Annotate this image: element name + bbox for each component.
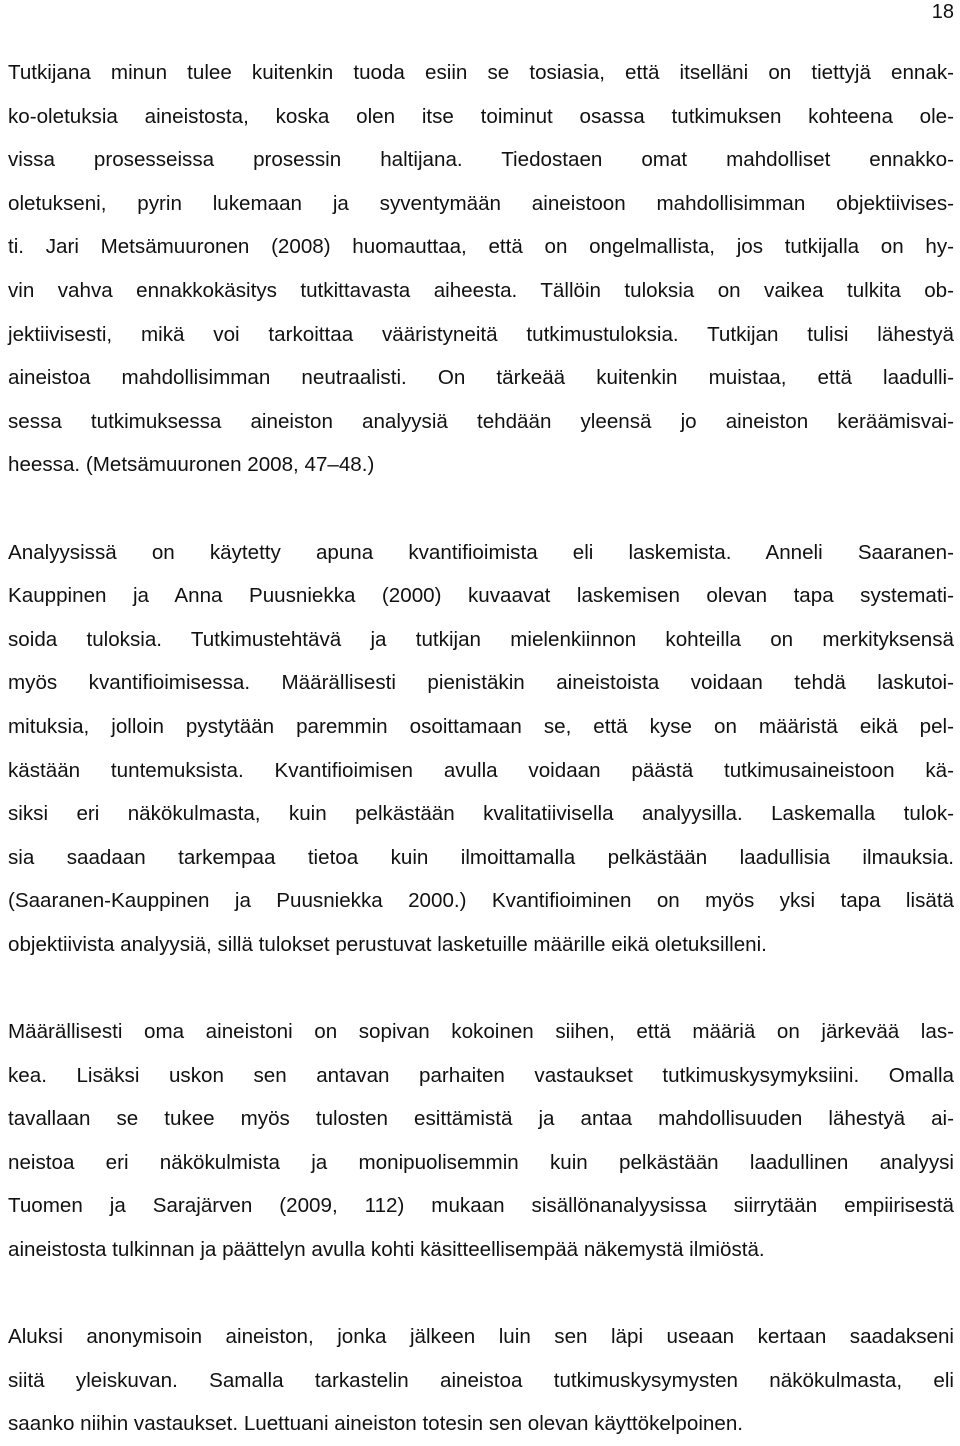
text-line: siksi eri näkökulmasta, kuin pelkästään kvalitatiivisella analyysilla. Laskemalla tulok- (8, 802, 954, 826)
text-line: kea. Lisäksi uskon sen antavan parhaiten vastaukset tutkimuskysymyksiini. Omalla (8, 1063, 954, 1087)
text-line: Analyysissä on käytetty apuna kvantifioimista eli laskemista. Anneli Saaranen- (8, 540, 954, 564)
text-line: objektiivista analyysiä, sillä tulokset perustuvat lasketuille määrille eikä oletuksilleni. (8, 932, 767, 956)
text-line: ko-oletuksia aineistosta, koska olen itse toiminut osassa tutkimuksen kohteena ole- (8, 104, 954, 128)
text-line: heessa. (Metsämuuronen 2008, 47–48.) (8, 453, 375, 477)
text-line: (Saaranen-Kauppinen ja Puusniekka 2000.) Kvantifioiminen on myös yksi tapa lisätä (8, 889, 954, 913)
text-line: oletukseni, pyrin lukemaan ja syventymään aineistoon mahdollisimman objektiivises- (8, 191, 954, 215)
page-number: 18 (931, 1, 954, 23)
text-line: vin vahva ennakkokäsitys tutkittavasta aiheesta. Tällöin tuloksia on vaikea tulkita ob- (8, 278, 954, 302)
text-line: Tuomen ja Sarajärven (2009, 112) mukaan sisällönanalyysissa siirrytään empiirisestä (8, 1194, 954, 1218)
text-line: sessa tutkimuksessa aineiston analyysiä tehdään yleensä jo aineiston keräämisvai- (8, 409, 954, 433)
text-line: Tutkijana minun tulee kuitenkin tuoda esiin se tosiasia, että itselläni on tiettyjä ennak- (8, 61, 954, 84)
text-line: Kauppinen ja Anna Puusniekka (2000) kuvaavat laskemisen olevan tapa systemati- (8, 584, 954, 608)
text-line: mituksia, jolloin pystytään paremmin osoittamaan se, että kyse on määristä eikä pel- (8, 714, 954, 738)
text-line: Määrällisesti oma aineistoni on sopivan kokoinen siihen, että määriä on järkevää las- (8, 1020, 954, 1044)
text-line: siitä yleiskuvan. Samalla tarkastelin aineistoa tutkimuskysymysten näkökulmasta, eli (8, 1368, 954, 1392)
paragraph-spacer (8, 966, 954, 1010)
paragraph-data-size (8, 1010, 954, 1272)
paragraph-spacer (8, 1272, 954, 1316)
text-line: jektiivisesti, mikä voi tarkoittaa vääristyneitä tutkimustuloksia. Tutkijan tulisi lähestyä (8, 322, 954, 346)
paragraph-anonymization (8, 1315, 954, 1446)
text-line: soida tuloksia. Tutkimustehtävä ja tutkijan mielenkiinnon kohteilla on merkityksensä (8, 627, 954, 651)
text-line: tavallaan se tukee myös tulosten esittämistä ja antaa mahdollisuuden lähestyä ai- (8, 1107, 954, 1131)
text-line: neistoa eri näkökulmista ja monipuolisemmin kuin pelkästään laadullinen analyysi (8, 1150, 954, 1174)
text-line: kästään tuntemuksista. Kvantifioimisen avulla voidaan päästä tutkimusaineistoon kä- (8, 758, 954, 782)
text-line: aineistosta tulkinnan ja päättelyn avulla kohti käsitteellisempää näkemystä ilmiöstä. (8, 1238, 765, 1262)
text-line: ti. Jari Metsämuuronen (2008) huomauttaa, että on ongelmallista, jos tutkijalla on hy- (8, 235, 954, 259)
text-line: vissa prosesseissa prosessin haltijana. Tiedostaen omat mahdolliset ennakko- (8, 148, 954, 172)
text-line: sia saadaan tarkempaa tietoa kuin ilmoittamalla pelkästään laadullisia ilmauksia. (8, 845, 954, 869)
text-line: Aluksi anonymisoin aineiston, jonka jälkeen luin sen läpi useaan kertaan saadakseni (8, 1325, 954, 1349)
paragraph-spacer (8, 487, 954, 531)
document-body (8, 51, 954, 1446)
paragraph-researcher-bias (8, 51, 954, 487)
paragraph-quantification (8, 531, 954, 967)
text-line: myös kvantifioimisessa. Määrällisesti pienistäkin aineistoista voidaan tehdä laskutoi- (8, 671, 954, 695)
text-line: saanko niihin vastaukset. Luettuani aineiston totesin sen olevan käyttökelpoinen. (8, 1412, 743, 1436)
text-line: aineistoa mahdollisimman neutraalisti. On tärkeää kuitenkin muistaa, että laadulli- (8, 366, 954, 390)
